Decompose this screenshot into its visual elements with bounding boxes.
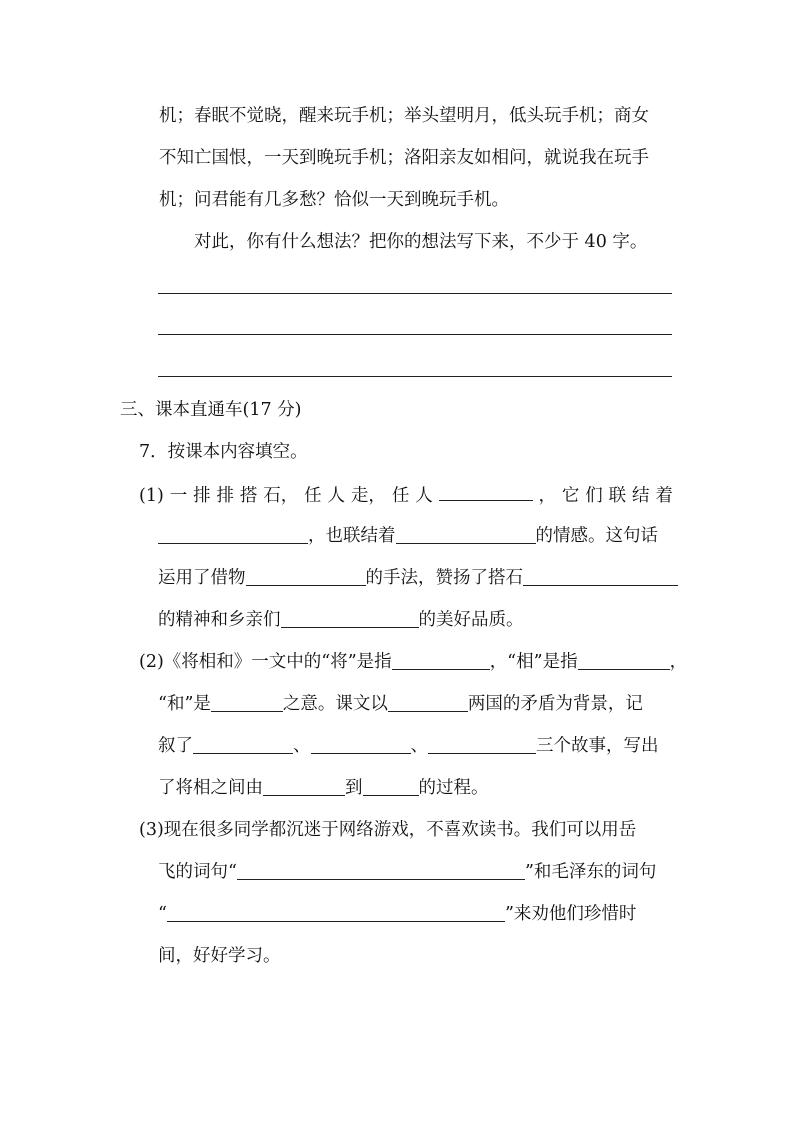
text: 的手法，赞扬了搭石: [365, 568, 523, 588]
writing-prompt: 对此，你有什么想法？把你的想法写下来，不少于 40 字。: [194, 232, 648, 252]
text: ，: [669, 652, 688, 672]
text: 结: [632, 486, 650, 506]
text: 之意。课文以: [282, 694, 388, 714]
text: 的美好品质。: [418, 610, 524, 630]
fill-blank[interactable]: [211, 693, 283, 712]
text: “和”是: [158, 694, 211, 714]
text: 叙了: [158, 736, 193, 756]
passage-line-1: 机；春眠不觉晓，醒来玩手机；举头望明月，低头玩手机；商女: [159, 106, 649, 126]
fill-blank[interactable]: [246, 567, 366, 586]
fill-blank[interactable]: [523, 567, 678, 586]
q7-part2-line4: [158, 776, 489, 800]
fill-blank[interactable]: [363, 777, 419, 796]
passage-line-2: 不知亡国恨，一天到晚玩手机；洛阳亲友如相问，就说我在玩手: [159, 148, 649, 168]
q7-part3-line2: [158, 860, 656, 884]
text: 着: [655, 486, 673, 506]
section-heading: 三、课本直通车(17 分): [120, 400, 302, 420]
fill-blank[interactable]: [167, 903, 505, 922]
text: 、: [410, 736, 428, 756]
text: 人: [327, 486, 346, 506]
text: 到: [345, 778, 363, 798]
q7-part3-line1: (3)现在很多同学都沉迷于网络游戏，不喜欢读书。我们可以用岳: [139, 820, 637, 840]
q7-part1-line1: [139, 482, 673, 508]
fill-blank[interactable]: [439, 482, 533, 501]
text: 排: [193, 486, 211, 506]
fill-blank[interactable]: [193, 735, 293, 754]
fill-blank[interactable]: [396, 525, 536, 544]
answer-line-3[interactable]: [158, 376, 672, 377]
text: 走，: [350, 486, 386, 506]
q7-part2-line3: [158, 734, 659, 758]
fill-blank[interactable]: [311, 735, 411, 754]
text: 两国的矛盾为背景，记: [467, 694, 643, 714]
q7-part1-line3: [158, 566, 678, 590]
text: 三个故事，写出: [536, 736, 659, 756]
fill-blank[interactable]: [428, 735, 536, 754]
text: “: [158, 904, 167, 924]
q7-part2-line1: [139, 650, 687, 674]
text: 人: [415, 486, 433, 506]
question-7-label: 7．按课本内容填空。: [139, 442, 308, 462]
q7-part1-line4: [158, 608, 524, 632]
fill-blank[interactable]: [263, 777, 345, 796]
text: 一: [169, 486, 188, 506]
text: (2)《将相和》一文中的“将”是指: [139, 652, 392, 672]
fill-blank[interactable]: [281, 609, 419, 628]
passage-line-3: 机；问君能有几多愁？恰似一天到晚玩手机。: [159, 190, 509, 210]
text: 排: [216, 486, 234, 506]
text: 了将相之间由: [158, 778, 263, 798]
fill-blank[interactable]: [158, 525, 308, 544]
text: ，: [538, 486, 556, 506]
fill-blank[interactable]: [392, 651, 490, 670]
q7-part3-line4: 间，好好学习。: [158, 946, 281, 966]
answer-line-1[interactable]: [158, 293, 672, 294]
q7-part3-line3: [158, 902, 636, 926]
text: 任: [304, 486, 322, 506]
text: 飞的词句“: [158, 862, 237, 882]
q7-part2-line2: [158, 692, 643, 716]
text: 石，: [263, 486, 299, 506]
text: 的过程。: [418, 778, 489, 798]
text: 搭: [239, 486, 258, 506]
text: 、: [293, 736, 311, 756]
fill-blank[interactable]: [578, 651, 670, 670]
text: 们: [585, 486, 603, 506]
text: 的情感。这句话: [535, 526, 658, 546]
text: 运用了借物: [158, 568, 246, 588]
text: ，“相”是指: [489, 652, 578, 672]
fill-blank[interactable]: [388, 693, 468, 712]
text: 任: [391, 486, 410, 506]
text: (1): [139, 486, 164, 506]
text: ”和毛泽东的词句: [524, 862, 657, 882]
text: 联: [608, 486, 627, 506]
text: 它: [561, 486, 580, 506]
text: ”来劝他们珍惜时: [504, 904, 637, 924]
text: 的精神和乡亲们: [158, 610, 281, 630]
text: ，也联结着: [308, 526, 396, 546]
fill-blank[interactable]: [237, 861, 525, 880]
q7-part1-line2: [158, 524, 658, 548]
answer-line-2[interactable]: [158, 334, 672, 335]
